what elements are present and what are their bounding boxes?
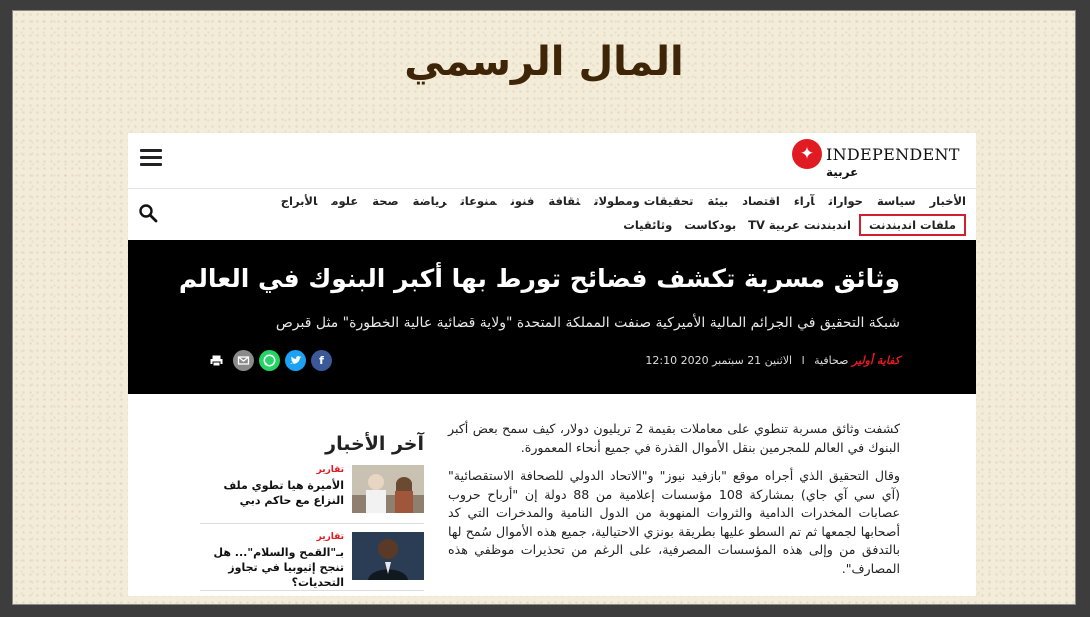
article-body [448, 420, 900, 588]
nav-item[interactable]: تحقيقات ومطولات [594, 194, 694, 208]
article-hero [128, 240, 976, 394]
nav-item[interactable]: اندبندنت عربية TV [748, 218, 851, 232]
latest-news-title: آخر الأخبار [325, 433, 424, 455]
whatsapp-icon[interactable] [259, 350, 280, 371]
news-headline[interactable]: بـ"القمح والسلام"... هل تنجح إثيوبيا في تجاوز التحديات؟ [213, 546, 344, 589]
facebook-icon[interactable]: f [311, 350, 332, 371]
article-subtitle: شبكة التحقيق في الجرائم المالية الأميركية صنفت المملكة المتحدة "ولاية قضائية عالية الخطورة" مثل قبرص [275, 315, 900, 331]
twitter-icon[interactable] [285, 350, 306, 371]
webpage-screenshot [128, 133, 976, 596]
article-paragraph: وقال التحقيق الذي أجراه موقع "بازفيد نيوز" و"الاتحاد الدولي للصحافة الاستقصائية" (آي سي آي جاي) بمشاركة 108 مؤسسات إعلامية من 88 دولة إن "أرباح حروب عصابات المخدرات الدامية والثروات المنهوبة من الدول النامية والمدخرات التي كد أصحابها لجمعها ثم تم السطو عليها بطريقة بونزي الاحتيالية، جميع هذه الأموال سُمح لها بالتدفق من وإلى هذه المؤسسات المصرفية، على الرغم من تحذيرات موظفي هذه المصارف". [448, 468, 900, 576]
site-logo[interactable] [792, 139, 962, 183]
logo-arabic: عربية [826, 165, 859, 179]
nav-item[interactable]: رياضة [412, 194, 447, 208]
print-icon[interactable] [206, 350, 227, 371]
search-icon[interactable] [138, 203, 158, 223]
nav-item[interactable]: سياسة [876, 194, 916, 208]
author-name[interactable]: كفاية أولير [851, 354, 900, 367]
nav-item[interactable]: صحة [372, 194, 399, 208]
news-category: تقارير [316, 465, 344, 475]
meta-separator: l [801, 354, 805, 367]
news-item[interactable] [200, 530, 424, 591]
nav-item[interactable]: وثائقيات [623, 218, 673, 232]
news-thumbnail [352, 465, 424, 513]
site-header [128, 133, 976, 189]
nav-item[interactable]: حوارات [828, 194, 863, 208]
nav-item[interactable]: فنون [510, 194, 535, 208]
main-navigation [256, 189, 966, 241]
nav-row-primary [267, 194, 966, 208]
nav-item[interactable]: بودكاست [684, 218, 737, 232]
news-category: تقارير [316, 532, 344, 542]
article-paragraph: كشفت وثائق مسربة تنطوي على معاملات بقيمة 2 تريليون دولار، كيف سمح بعض أكبر البنوك في العالم للمجرمين بنقل الأموال القذرة في جميع أنحاء المعمورة. [448, 421, 900, 455]
latest-news-sidebar [200, 433, 424, 596]
slide-title: المال الرسمي [404, 39, 684, 85]
nav-item[interactable]: اقتصاد [742, 194, 780, 208]
article-meta [645, 354, 900, 367]
eagle-icon: ✦ [792, 139, 822, 169]
nav-item[interactable]: آراء [793, 194, 815, 208]
nav-item[interactable]: الأخبار [929, 194, 966, 208]
slide-frame [12, 10, 1076, 605]
nav-item[interactable]: الأبراج [280, 194, 318, 208]
nav-item[interactable]: علوم [331, 194, 359, 208]
article-title: وثائق مسربة تكشف فضائح تورط بها أكبر البنوك في العالم [178, 264, 900, 293]
news-item[interactable] [200, 463, 424, 524]
nav-item[interactable]: بيئة [707, 194, 729, 208]
news-thumbnail [352, 532, 424, 580]
share-bar [204, 350, 334, 372]
author-role: صحافية [814, 354, 849, 367]
nav-item[interactable]: ثقافة [548, 194, 581, 208]
logo-wordmark: INDEPENDENT [826, 145, 960, 164]
publish-date: الاثنين 21 سبتمبر 2020 12:10 [645, 354, 793, 367]
nav-row-secondary [611, 214, 966, 236]
nav-item[interactable]: منوعات [460, 194, 497, 208]
news-headline[interactable]: الأميرة هيا تطوي ملف النزاع مع حاكم دبي [223, 479, 344, 507]
hamburger-menu-icon[interactable] [140, 149, 162, 167]
nav-item-highlighted[interactable]: ملفات اندبندنت [859, 214, 966, 236]
email-icon[interactable] [233, 350, 254, 371]
